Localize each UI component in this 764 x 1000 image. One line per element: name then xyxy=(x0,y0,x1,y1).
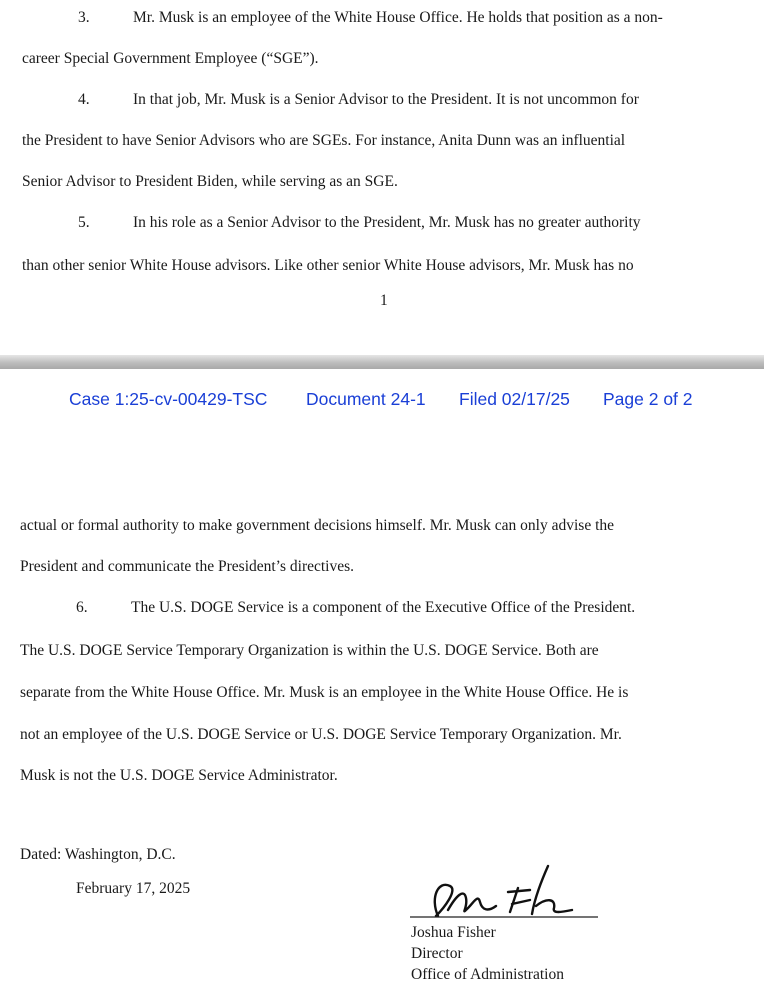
para-6-line-4: not an employee of the U.S. DOGE Service or U.S. DOGE Service Temporary Organization. Mr. xyxy=(20,726,622,743)
signer-title: Director xyxy=(411,945,463,962)
page-of: Page 2 of 2 xyxy=(603,389,693,409)
para-3-line-1: Mr. Musk is an employee of the White House Office. He holds that position as a non- xyxy=(133,9,663,26)
document-number: Document 24-1 xyxy=(306,389,426,409)
para-5-number: 5. xyxy=(78,214,90,231)
case-header xyxy=(0,389,764,411)
filed-date: Filed 02/17/25 xyxy=(459,389,570,409)
para-5-line-2: than other senior White House advisors. Like other senior White House advisors, Mr. Musk has no xyxy=(22,257,634,274)
para-6-line-2: The U.S. DOGE Service Temporary Organization is within the U.S. DOGE Service. Both are xyxy=(20,642,599,659)
para-4-line-3: Senior Advisor to President Biden, while serving as an SGE. xyxy=(22,173,398,190)
signer-name: Joshua Fisher xyxy=(411,924,496,941)
para-4-number: 4. xyxy=(78,91,90,108)
para-4-line-2: the President to have Senior Advisors who are SGEs. For instance, Anita Dunn was an influential xyxy=(22,132,626,149)
para-5-line-1: In his role as a Senior Advisor to the President, Mr. Musk has no greater authority xyxy=(133,214,641,231)
signature-image xyxy=(408,858,608,920)
para-3-number: 3. xyxy=(78,9,90,26)
para-4-line-1: In that job, Mr. Musk is a Senior Advisor to the President. It is not uncommon for xyxy=(133,91,639,108)
para-6-line-5: Musk is not the U.S. DOGE Service Administrator. xyxy=(20,767,338,784)
page-divider xyxy=(0,355,764,369)
para-6-number: 6. xyxy=(76,599,88,616)
para-5-cont-line-1: actual or formal authority to make government decisions himself. Mr. Musk can only advise the xyxy=(20,517,615,534)
para-6-line-1: The U.S. DOGE Service is a component of the Executive Office of the President. xyxy=(131,599,636,616)
signing-date: February 17, 2025 xyxy=(76,880,191,897)
para-5-cont-line-2: President and communicate the President’s directives. xyxy=(20,558,355,575)
para-3-line-2: career Special Government Employee (“SGE”). xyxy=(22,50,319,67)
case-number: Case 1:25-cv-00429-TSC xyxy=(69,389,268,409)
para-6-line-3: separate from the White House Office. Mr. Musk is an employee in the White House Office. He is xyxy=(20,684,629,701)
dated-label: Dated: Washington, D.C. xyxy=(20,846,176,863)
page-number: 1 xyxy=(380,292,388,309)
signer-office: Office of Administration xyxy=(411,966,564,983)
